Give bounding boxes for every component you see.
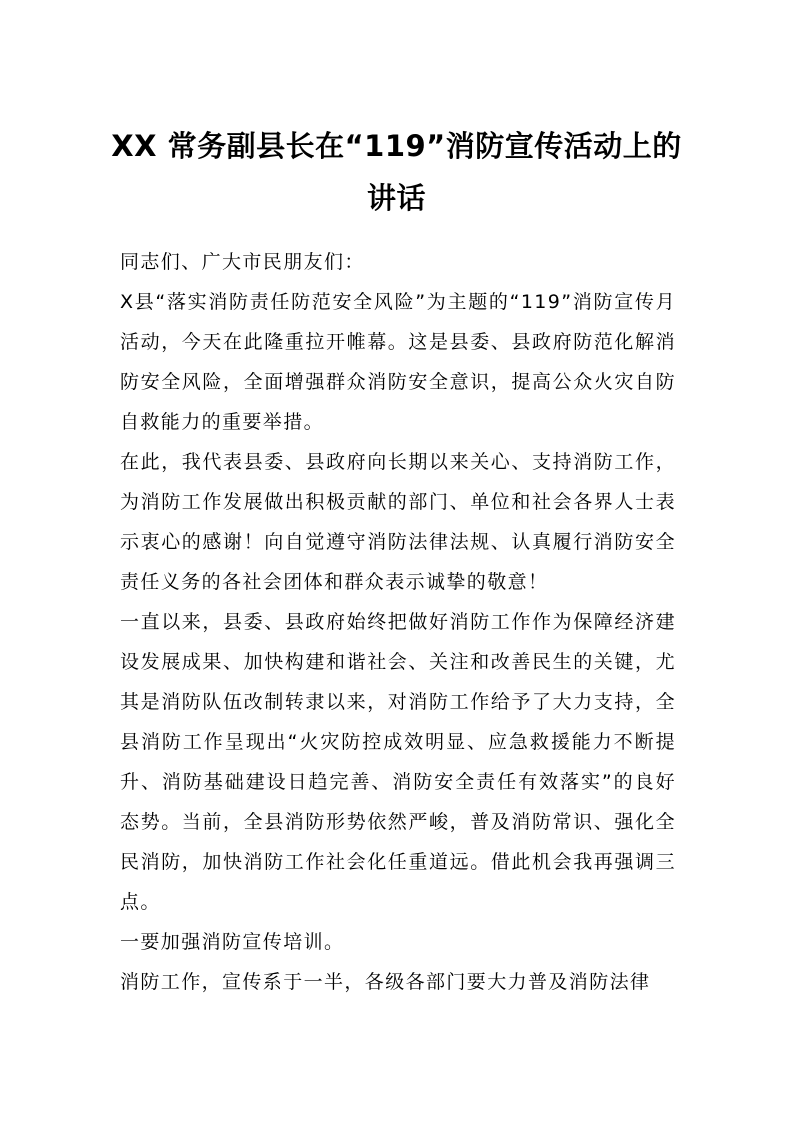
salutation: 同志们、广大市民朋友们： xyxy=(120,251,365,273)
section-heading: 一要加强消防宣传培训。 xyxy=(120,931,345,953)
paragraph: 消防工作，宣传系于一半，各级各部门要大力普及消防法律 xyxy=(120,971,651,993)
document-body xyxy=(120,242,676,1002)
title-line-1: XX 常务副县长在“119”消防宣传活动上的 xyxy=(111,129,682,163)
title-line-2: 讲话 xyxy=(366,181,426,215)
paragraph: 一直以来，县委、县政府始终把做好消防工作作为保障经济建设发展成果、加快构建和谐社会、关注和改善民生的关键，尤其是消防队伍改制转隶以来，对消防工作给予了大力支持，全县消防工作呈现出“火灾防控成效明显、应急救援能力不断提升、消防基础建设日趋完善、消防安全责任有效落实”的良好态势。当前，全县消防形势依然严峻，普及消防常识、强化全民消防，加快消防工作社会化任重道远。借此机会我再强调三点。 xyxy=(120,611,676,913)
document-title xyxy=(0,120,793,224)
paragraph: X县“落实消防责任防范安全风险”为主题的“119”消防宣传月活动，今天在此隆重拉开帷幕。这是县委、县政府防范化解消防安全风险，全面增强群众消防安全意识，提高公众火灾自防自救能力的重要举措。 xyxy=(120,291,676,433)
paragraph: 在此，我代表县委、县政府向长期以来关心、支持消防工作，为消防工作发展做出积极贡献的部门、单位和社会各界人士表示衷心的感谢！向自觉遵守消防法律法规、认真履行消防安全责任义务的各社会团体和群众表示诚挚的敬意！ xyxy=(120,451,676,593)
